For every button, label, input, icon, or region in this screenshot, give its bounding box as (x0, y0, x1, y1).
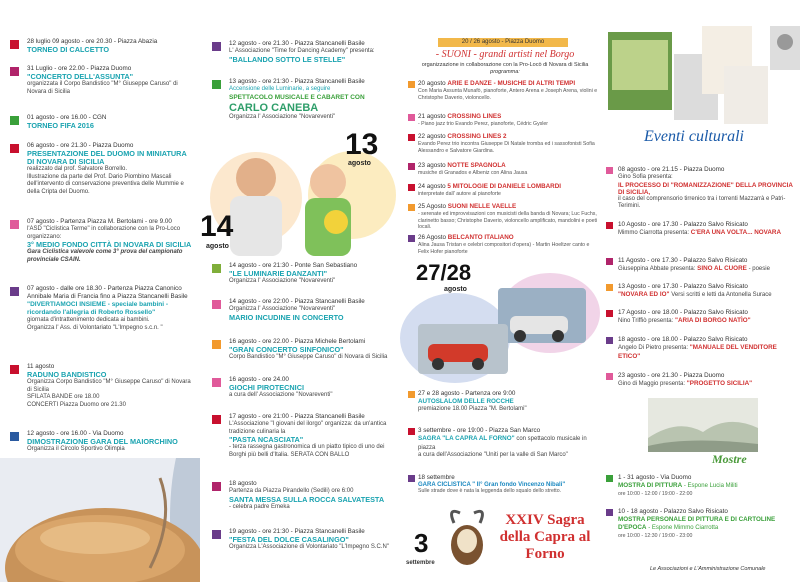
suoni-dates-banner: 20 / 26 agosto - Piazza Duomo (438, 38, 568, 47)
event-desc: Partenza da Piazza Pirandello (Sedili) ore 6:00 (229, 488, 354, 494)
mostre-heading: Mostre (712, 452, 747, 466)
event-title: 5 MITOLOGIE DI DANIELE LOMBARDI (447, 183, 562, 190)
bullet-square (606, 337, 613, 344)
event-desc: L'Associazione "I giovani del ilorgo" organizza: da un'antica tradizione culinaria la (229, 421, 387, 435)
suoni-event-22 (408, 133, 598, 154)
event-date: 19 agosto - ore 21:30 - Piazza Stancanelli Basile (229, 528, 365, 535)
date-badge-14-label: agosto (206, 243, 229, 250)
event-desc: SFILATA BANDE ore 18.00 (27, 394, 100, 400)
date-badge-13-label: agosto (348, 160, 371, 167)
event-hours: ore 10:00 - 12:30 / 19:00 - 23:00 (618, 532, 693, 539)
event-dolce-casalingo (212, 528, 394, 552)
event-title: BELCANTO ITALIANO (447, 234, 514, 241)
event-title: SANTA MESSA SULLA ROCCA SALVATESTA (229, 494, 385, 504)
cult-event-progetto-sicilia (606, 372, 798, 389)
event-date: 27 e 28 agosto - Partenza ore 9:00 (418, 390, 516, 397)
bullet-square (606, 509, 613, 516)
bullet-square (606, 310, 613, 317)
event-desc: premiazione 18.00 Piazza "M. Bertolami" (418, 406, 527, 412)
landscape-painting-photo (648, 398, 758, 452)
event-date: 23 agosto (418, 162, 446, 169)
mostra-pittura (606, 474, 798, 497)
cult-event-sino-al-cuore (606, 257, 798, 274)
event-desc: - serenate ed improvvisazioni con musicisti della banda di Novara; Luc Fuchs, clarinetto basso; Christophe Daverio, violoncello amplificato, mandolini e poeti locali. (418, 211, 598, 230)
event-desc: con spettacolo musicale in piazza (418, 436, 587, 451)
bullet-square (212, 42, 221, 51)
event-title: GARA CICLISTICA " II° Gran fondo Vincenzo Nibali" (418, 482, 566, 488)
event-title: "FESTA DEL DOLCE CASALINGO" (229, 535, 349, 544)
bullet-square (10, 116, 19, 125)
event-date: 3 settembre - ore 19:00 - Piazza San Marco (418, 427, 541, 434)
event-title: "MANUALE DEL VENDITORE ETICO" (618, 344, 777, 360)
event-desc: Mimmo Ciarrotta presenta: (618, 230, 690, 236)
event-mario-incudine (212, 298, 394, 322)
bullet-square (212, 340, 221, 349)
event-title: 3° MEDIO FONDO CITTÀ DI NOVARA DI SICILIA (27, 240, 192, 249)
suoni-event-24 (408, 183, 598, 198)
bullet-square (212, 80, 221, 89)
footer-credit: Le Associazioni e L'Amministrazione Comunale (650, 566, 766, 572)
bullet-square (10, 40, 19, 49)
event-date: 21 agosto (418, 113, 446, 120)
event-date: 14 agosto - ore 21:30 - Ponte San Sebastiano (229, 262, 358, 269)
event-desc: Evando Perez trio incontra Giuseppe Di Natale tromba ed i sassofonisti Sofia Alessandro e Salvatore Giardina. (418, 141, 595, 154)
bullet-square (606, 222, 613, 229)
bullet-square (10, 220, 19, 229)
bullet-square (10, 67, 19, 76)
event-desc: il caso del comprensorio tirrenico tra i torrenti Mazzarrà e Patri-Terimini. (618, 195, 786, 209)
event-desc: musiche di Granados e Albeniz con Alina Jausa (418, 170, 528, 176)
event-sagra-capra (408, 427, 598, 460)
event-giochi-pirotecnici (212, 376, 394, 400)
event-desc: - Piano jazz trio Evando Perez, pianoforte, Cédric Gysler (418, 121, 549, 127)
column-2 (200, 0, 400, 582)
event-title: CARLO CANEBA (229, 101, 319, 114)
event-desc: a cura dell' Associazione "Novareventi" (229, 392, 333, 398)
event-title: PRESENTAZIONE DEL DUOMO IN MINIATURA DI NOVARA DI SICILIA (27, 149, 187, 166)
event-medio-fondo (10, 218, 195, 264)
event-date: 12 agosto - ore 16.00 - Via Duomo (27, 430, 124, 437)
event-carlo-caneba (212, 78, 394, 121)
suoni-title (410, 49, 600, 60)
event-calcetto (10, 38, 195, 54)
suoni-event-21 (408, 113, 598, 128)
event-title: "PROGETTO SICILIA" (686, 380, 753, 387)
event-date: 08 agosto - ore 21.15 - Piazza Duomo (618, 166, 725, 173)
suoni-title-text: - SUONI - (435, 49, 477, 60)
event-title: SAGRA "LA CAPRA AL FORNO" (418, 435, 515, 442)
event-desc: Versi scritti e letti da Antonella Surace (671, 292, 772, 298)
event-title: IL PROCESSO DI "ROMANIZZAZIONE" DELLA PROVINCIA DI SICILIA, (618, 181, 793, 196)
date-badge-3-label: settembre (406, 560, 435, 566)
bullet-square (212, 415, 221, 424)
date-badge-3: 3 (414, 528, 429, 558)
sagra-capra-title: XXIV Sagra della Capra al Forno (499, 512, 591, 562)
event-title: ARIE E DANZE - MUSICHE DI ALTRI TEMPI (447, 80, 576, 87)
event-date: 06 agosto - ore 21.30 - Piazza Duomo (27, 142, 134, 149)
event-title: MOSTRA DI PITTURA (618, 482, 683, 489)
event-pasta-ncasciata (212, 413, 394, 459)
event-title: MARIO INCUDINE IN CONCERTO (229, 312, 344, 322)
event-desc: Alina Jausa Tristan e celebri compositori d'opera) - Martin Hoeltzer canto e Felix Hofer pianoforte (418, 242, 590, 255)
event-date: 20 agosto (418, 80, 446, 87)
event-title: NOTTE SPAGNOLA (447, 162, 506, 169)
event-desc: Gino Sofia presenta: (618, 174, 673, 180)
event-title: SUONI NELLE VAELLE (447, 203, 517, 210)
bullet-square (10, 287, 19, 296)
bullet-square (10, 432, 19, 441)
event-date: 18 settembre (418, 474, 455, 481)
suoni-subtitle: grandi artisti nel Borgo (479, 49, 575, 60)
event-date: 17 Agosto - ore 18.00 - Palazzo Salvo Risicato (618, 309, 748, 316)
event-title: "BALLANDO SOTTO LE STELLE" (229, 54, 346, 64)
book-covers-photo (608, 26, 800, 124)
event-title: "PASTA NCASCIATA" (229, 435, 304, 444)
event-desc: interpretate dall' autore al pianoforte (418, 191, 501, 197)
event-desc: - Espone Lucia Militi (683, 483, 738, 489)
suoni-event-25 (408, 203, 598, 231)
date-badge-14: 14 (200, 210, 234, 243)
bullet-square (408, 391, 415, 398)
event-desc: CONCERTI Piazza Duomo ore 21.30 (27, 401, 126, 408)
bullet-square (212, 378, 221, 387)
bullet-square (408, 81, 415, 88)
event-desc: Organizza L'Associazione di Volontariato "L'Impegno S.C.N" (229, 544, 389, 550)
event-desc: Organizza il Circolo Sportivo Olimpia (27, 446, 125, 452)
event-date: 1 - 31 agosto - Via Duomo (618, 474, 692, 481)
date-badge-2728-label: agosto (444, 286, 467, 293)
event-title: "DIVERTIAMOCI INSIEME - speciale bambini - ricordando l'allegria di Roberto Rossello" (27, 301, 169, 316)
event-date: 25 Agosto (418, 203, 447, 210)
event-date: 07 agosto - Partenza Piazza M. Bertolami - ore 9.00 (27, 218, 172, 225)
suoni-org: organizzazione in collaborazione con la Pro-Locò di Novara di Sicilia (421, 62, 589, 68)
event-desc: organizzata il Corpo Bandistico "M° Giuseppe Caruso" di Novara di Sicilia (27, 81, 178, 95)
event-title: "NOVARA ED IO" (618, 291, 670, 298)
bullet-square (212, 530, 221, 539)
event-torneo-fifa (10, 114, 195, 130)
event-date: 22 agosto (418, 133, 446, 140)
event-date: 18 agosto (229, 480, 257, 487)
bullet-square (408, 475, 415, 482)
bullet-square (606, 475, 613, 482)
event-date: 07 agosto - dalle ore 18.30 - Partenza Piazza Canonico Annibale Maria di Francia fino a Piazza Stancanelli Basile (27, 285, 188, 300)
cult-event-novara-ed-io (606, 283, 798, 300)
event-title: "CONCERTO DELL'ASSUNTA" (27, 72, 134, 81)
event-date: 24 agosto (418, 183, 446, 190)
event-desc: - poesie (748, 266, 770, 272)
event-maiorchino (10, 430, 195, 454)
bullet-square (408, 163, 415, 170)
event-date: 12 agosto - ore 21.30 - Piazza Stancanelli Basile (229, 40, 365, 47)
event-desc: Accensione delle Luminarie, a seguire (229, 86, 331, 92)
event-date: 17 agosto - ore 21:00 - Piazza Stancanelli Basile (229, 413, 365, 420)
event-title: TORNEO FIFA 2016 (27, 121, 94, 130)
cult-event-aria-di-borgo (606, 309, 798, 326)
bullet-square (408, 114, 415, 121)
event-desc: Organizza Corpo Bandistico "M° Giuseppe Caruso" di Novara di Sicilia (27, 379, 191, 393)
event-date: 01 agosto - ore 16.00 - CGN (27, 114, 107, 121)
event-concerto-sinfonico (212, 338, 394, 362)
event-title: SINO AL CUORE (697, 265, 747, 272)
goat-mascot-icon (442, 505, 492, 575)
event-title: "ARIA DI BORGO NATÌO" (675, 317, 751, 324)
eventi-culturali-heading: Eventi culturali (644, 128, 744, 145)
event-desc: Angelo Di Pietro presenta: (618, 345, 689, 351)
bullet-square (212, 264, 221, 273)
event-duomo-miniatura (10, 142, 195, 196)
date-badge-13: 13 (345, 128, 379, 161)
event-desc: a cura dell'Associazione "Uniti per la valle di San Marco" (418, 452, 568, 458)
event-concerto-assunta (10, 65, 195, 96)
event-desc: - celebra padre Emeka (229, 503, 290, 510)
bullet-square (10, 144, 19, 153)
event-title: C'ERA UNA VOLTA... NOVARA (690, 229, 782, 236)
event-date: 11 agosto (27, 363, 55, 370)
mostra-personale (606, 508, 798, 539)
event-desc: giornata d'intrattenimento dedicata ai bambini. (27, 317, 150, 323)
event-desc: l'ASD "Ciclistica Terme" in collaborazione con la Pro-Loco organizzano: (27, 226, 181, 240)
event-desc: Organizza l' Ass. di Volontariato "L'Impegno s.c.n. " (27, 324, 163, 331)
event-gara-ciclistica (408, 474, 598, 495)
event-ballando (212, 40, 394, 64)
suoni-event-26 (408, 234, 598, 255)
event-desc: Gara Ciclistica valevole come 3° prova del campionato provinciale CSAIN. (27, 249, 183, 263)
event-desc: Con Maria Assunta Munafò, pianoforte, Antero Arena e Joseph Arena, violini e Christophe Daverio, violoncello. (418, 88, 598, 101)
event-date: 11 Agosto - ore 17.30 - Palazzo Salvo Risicato (618, 257, 748, 264)
bullet-square (408, 204, 415, 211)
event-luminarie (212, 262, 394, 286)
cult-event-venditore-etico (606, 336, 798, 360)
event-autoslalom (408, 390, 598, 414)
event-desc: Illustrazione da parte del Prof. Dario Piombino Mascali dell'intervento di conservazione preventiva delle Mummie e della Cripta del Duomo. (27, 173, 184, 195)
event-desc: realizzato dal prof. Salvatore Borrello. (27, 166, 128, 172)
maiorchino-cheese-photo (0, 458, 200, 582)
bullet-square (408, 184, 415, 191)
event-desc: Nino Triffiò presenta: (618, 318, 674, 324)
event-date: 10 - 18 agosto - Palazzo Salvo Risicato (618, 508, 728, 515)
event-title: AUTOSLALOM DELLE ROCCHE (418, 398, 514, 405)
event-santa-messa (212, 480, 394, 511)
bullet-square (408, 428, 415, 435)
event-desc: L' Associazione "Time for Dancing Academy" presenta: (229, 48, 375, 54)
event-date: 13 agosto - ore 21:30 - Piazza Stancanelli Basile (229, 78, 365, 85)
cult-event-cera-una-volta (606, 221, 798, 238)
column-4 (600, 0, 800, 582)
cult-event-romanizzazione (606, 166, 798, 211)
date-badge-2728: 27/28 (416, 260, 472, 285)
event-desc: Organizza l' Associazione "Novareventi" (229, 278, 336, 284)
event-desc: Gino di Maggio presenta: (618, 381, 686, 387)
bullet-square (606, 167, 613, 174)
event-title: CROSSING LINES 2 (447, 133, 507, 140)
column-3 (400, 0, 600, 582)
event-hours: ore 10:00 - 12:00 / 19:00 - 22:00 (618, 490, 693, 497)
suoni-event-20 (408, 80, 598, 101)
event-desc: SPETTACOLO MUSICALE E CABARET CON (229, 93, 365, 101)
suoni-event-23 (408, 162, 598, 177)
event-title: DIMOSTRAZIONE GARA DEL MAIORCHINO (27, 437, 178, 446)
column-1 (0, 0, 200, 582)
suoni-prog: programma: (490, 69, 520, 75)
event-date: 16 agosto - ore 24.00 (229, 376, 289, 383)
event-date: 16 agosto - ore 22.00 - Piazza Michele Bertolami (229, 338, 366, 345)
event-date: 10 Agosto - ore 17.30 - Palazzo Salvo Risicato (618, 221, 748, 228)
event-desc: Organizza l' Associazione "Novareventi" (229, 306, 336, 312)
event-date: 31 Luglio - ore 22.00 - Piazza Duomo (27, 65, 132, 72)
bullet-square (408, 134, 415, 141)
event-title: "GRAN CONCERTO SINFONICO" (229, 345, 344, 354)
event-divertiamoci (10, 285, 195, 332)
event-desc: Giuseppina Abbate presenta: (618, 266, 696, 272)
event-date: 14 agosto - ore 22:00 - Piazza Stancanelli Basile (229, 298, 365, 305)
event-date: 18 agosto - ore 18.00 - Palazzo Salvo Risicato (618, 336, 748, 343)
bullet-square (10, 365, 19, 374)
event-date: 28 luglio 09 agosto - ore 20.30 - Piazza Abazia (27, 38, 158, 45)
bullet-square (408, 235, 415, 242)
bullet-square (606, 284, 613, 291)
event-raduno-bandistico (10, 363, 195, 409)
bullet-square (606, 258, 613, 265)
bullet-square (212, 482, 221, 491)
bullet-square (606, 373, 613, 380)
event-desc: Sulle strade dove è nata la leggenda dello squalo dello stretto. (418, 488, 562, 494)
event-date: 13 Agosto - ore 17.30 - Palazzo Salvo Risicato (618, 283, 748, 290)
event-title: TORNEO DI CALCETTO (27, 45, 110, 54)
event-desc: - Espone Mimmo Ciarrotta (648, 525, 719, 531)
bullet-square (212, 300, 221, 309)
event-desc: - terza rassegna gastronomica di un piatto tipico di uno dei Borghi più belli d'Italia. SERATA CON BALLO (229, 444, 385, 458)
event-title: RADUNO BANDISTICO (27, 370, 107, 379)
event-title: CROSSING LINES (447, 113, 502, 120)
event-title: MOSTRA PERSONALE DI PITTURA E DI CARTOLINE D'EPOCA (618, 516, 776, 531)
event-date: 26 Agosto (418, 234, 447, 241)
event-title: GIOCHI PIROTECNICI (229, 383, 304, 392)
event-desc: Corpo Bandistico "M° Giuseppe Caruso" di Novara di Sicilia (229, 354, 388, 360)
event-title: "LE LUMINARIE DANZANTI" (229, 269, 328, 278)
event-desc: Organizza l' Associazione "Novareventi" (229, 113, 336, 120)
event-date: 23 agosto - ore 21.30 - Piazza Duomo (618, 372, 725, 379)
